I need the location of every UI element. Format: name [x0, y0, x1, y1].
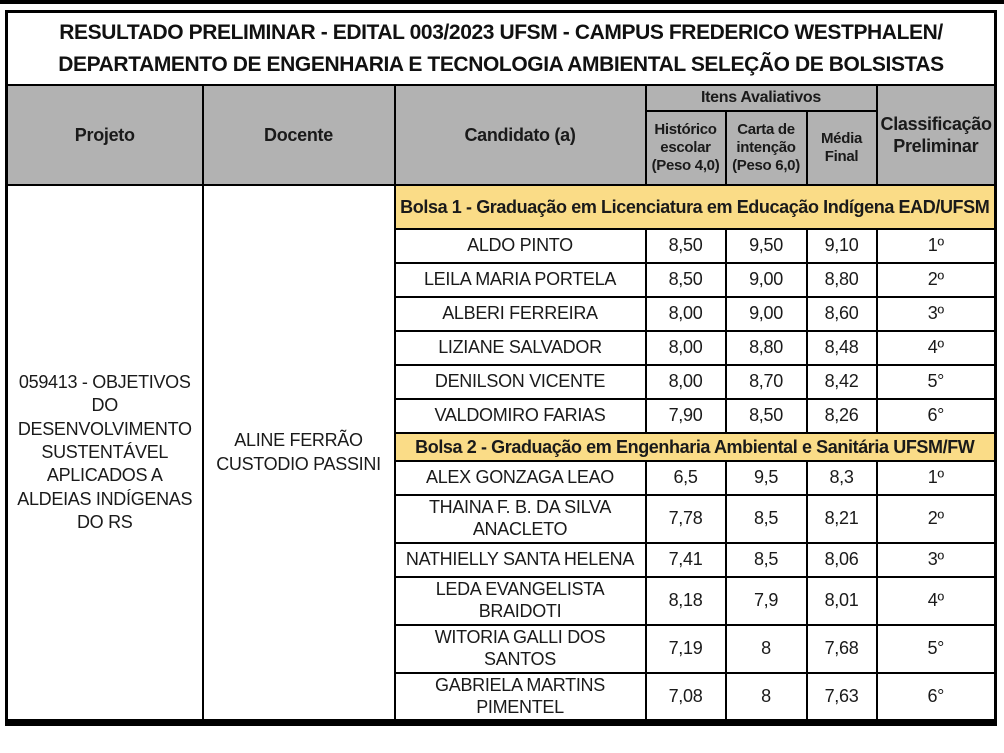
bolsa1-band-row: [7, 185, 996, 229]
media-final-cell: 8,60: [807, 297, 877, 331]
col-header-classificacao: Classificação Preliminar: [877, 85, 996, 185]
candidate-name-cell: LEILA MARIA PORTELA: [395, 263, 646, 297]
candidate-name-cell: VALDOMIRO FARIAS: [395, 399, 646, 433]
candidate-name-cell: THAINA F. B. DA SILVA ANACLETO: [395, 495, 646, 543]
carta-score-cell: 9,00: [726, 297, 807, 331]
page-top-edge-strip: [0, 0, 1004, 4]
subcol-header-carta-intencao: Carta de intenção (Peso 6,0): [726, 111, 807, 185]
media-final-cell: 7,68: [807, 625, 877, 673]
media-final-cell: 8,21: [807, 495, 877, 543]
historico-score-cell: 7,41: [646, 543, 726, 577]
historico-score-cell: 7,08: [646, 673, 726, 723]
col-header-candidato: Candidato (a): [395, 85, 646, 185]
candidate-name-cell: ALBERI FERREIRA: [395, 297, 646, 331]
classificacao-cell: 3º: [877, 297, 996, 331]
bolsa2-band: Bolsa 2 - Graduação em Engenharia Ambiental e Sanitária UFSM/FW: [395, 433, 996, 461]
historico-score-cell: 8,00: [646, 331, 726, 365]
carta-score-cell: 8,50: [726, 399, 807, 433]
candidate-name-cell: LEDA EVANGELISTA BRAIDOTI: [395, 577, 646, 625]
carta-score-cell: 9,50: [726, 229, 807, 263]
carta-score-cell: 8: [726, 673, 807, 723]
carta-score-cell: 8,70: [726, 365, 807, 399]
subcol-header-historico-escolar: Histórico escolar (Peso 4,0): [646, 111, 726, 185]
header-row-top: [7, 85, 996, 111]
historico-score-cell: 8,18: [646, 577, 726, 625]
historico-score-cell: 7,90: [646, 399, 726, 433]
projeto-cell: 059413 - OBJETIVOS DO DESENVOLVIMENTO SUSTENTÁVEL APLICADOS A ALDEIAS INDÍGENAS DO RS: [7, 185, 203, 723]
carta-score-cell: 8,5: [726, 495, 807, 543]
carta-score-cell: 8,80: [726, 331, 807, 365]
classificacao-cell: 5°: [877, 365, 996, 399]
candidate-name-cell: DENILSON VICENTE: [395, 365, 646, 399]
candidate-name-cell: LIZIANE SALVADOR: [395, 331, 646, 365]
media-final-cell: 7,63: [807, 673, 877, 723]
results-table: [5, 10, 997, 726]
col-header-itens-avaliativos: Itens Avaliativos: [646, 85, 877, 111]
media-final-cell: 9,10: [807, 229, 877, 263]
col-header-projeto: Projeto: [7, 85, 203, 185]
media-final-cell: 8,01: [807, 577, 877, 625]
classificacao-cell: 6°: [877, 399, 996, 433]
carta-score-cell: 9,00: [726, 263, 807, 297]
candidate-name-cell: NATHIELLY SANTA HELENA: [395, 543, 646, 577]
media-final-cell: 8,80: [807, 263, 877, 297]
media-final-cell: 8,26: [807, 399, 877, 433]
historico-score-cell: 8,00: [646, 365, 726, 399]
historico-score-cell: 7,19: [646, 625, 726, 673]
bolsa1-band: Bolsa 1 - Graduação em Licenciatura em Educação Indígena EAD/UFSM: [395, 185, 996, 229]
media-final-cell: 8,3: [807, 461, 877, 495]
candidate-name-cell: ALDO PINTO: [395, 229, 646, 263]
classificacao-cell: 1º: [877, 229, 996, 263]
media-final-cell: 8,48: [807, 331, 877, 365]
col-header-docente: Docente: [203, 85, 395, 185]
title-row: [7, 12, 996, 86]
media-final-cell: 8,42: [807, 365, 877, 399]
title-line-1: RESULTADO PRELIMINAR - EDITAL 003/2023 UFSM - CAMPUS FREDERICO WESTPHALEN/: [59, 21, 943, 44]
historico-score-cell: 8,50: [646, 263, 726, 297]
carta-score-cell: 7,9: [726, 577, 807, 625]
carta-score-cell: 9,5: [726, 461, 807, 495]
historico-score-cell: 7,78: [646, 495, 726, 543]
classificacao-cell: 6°: [877, 673, 996, 723]
historico-score-cell: 8,50: [646, 229, 726, 263]
candidate-name-cell: WITORIA GALLI DOS SANTOS: [395, 625, 646, 673]
docente-cell: ALINE FERRÃO CUSTODIO PASSINI: [203, 185, 395, 723]
historico-score-cell: 6,5: [646, 461, 726, 495]
media-final-cell: 8,06: [807, 543, 877, 577]
carta-score-cell: 8,5: [726, 543, 807, 577]
title-line-2: DEPARTAMENTO DE ENGENHARIA E TECNOLOGIA AMBIENTAL SELEÇÃO DE BOLSISTAS: [58, 52, 944, 76]
carta-score-cell: 8: [726, 625, 807, 673]
table-title: [7, 12, 996, 86]
classificacao-cell: 3º: [877, 543, 996, 577]
candidate-name-cell: ALEX GONZAGA LEAO: [395, 461, 646, 495]
classificacao-cell: 2º: [877, 263, 996, 297]
classificacao-cell: 4º: [877, 331, 996, 365]
classificacao-cell: 5°: [877, 625, 996, 673]
classificacao-cell: 4º: [877, 577, 996, 625]
classificacao-cell: 2º: [877, 495, 996, 543]
classificacao-cell: 1º: [877, 461, 996, 495]
candidate-name-cell: GABRIELA MARTINS PIMENTEL: [395, 673, 646, 723]
subcol-header-media-final: Média Final: [807, 111, 877, 185]
historico-score-cell: 8,00: [646, 297, 726, 331]
